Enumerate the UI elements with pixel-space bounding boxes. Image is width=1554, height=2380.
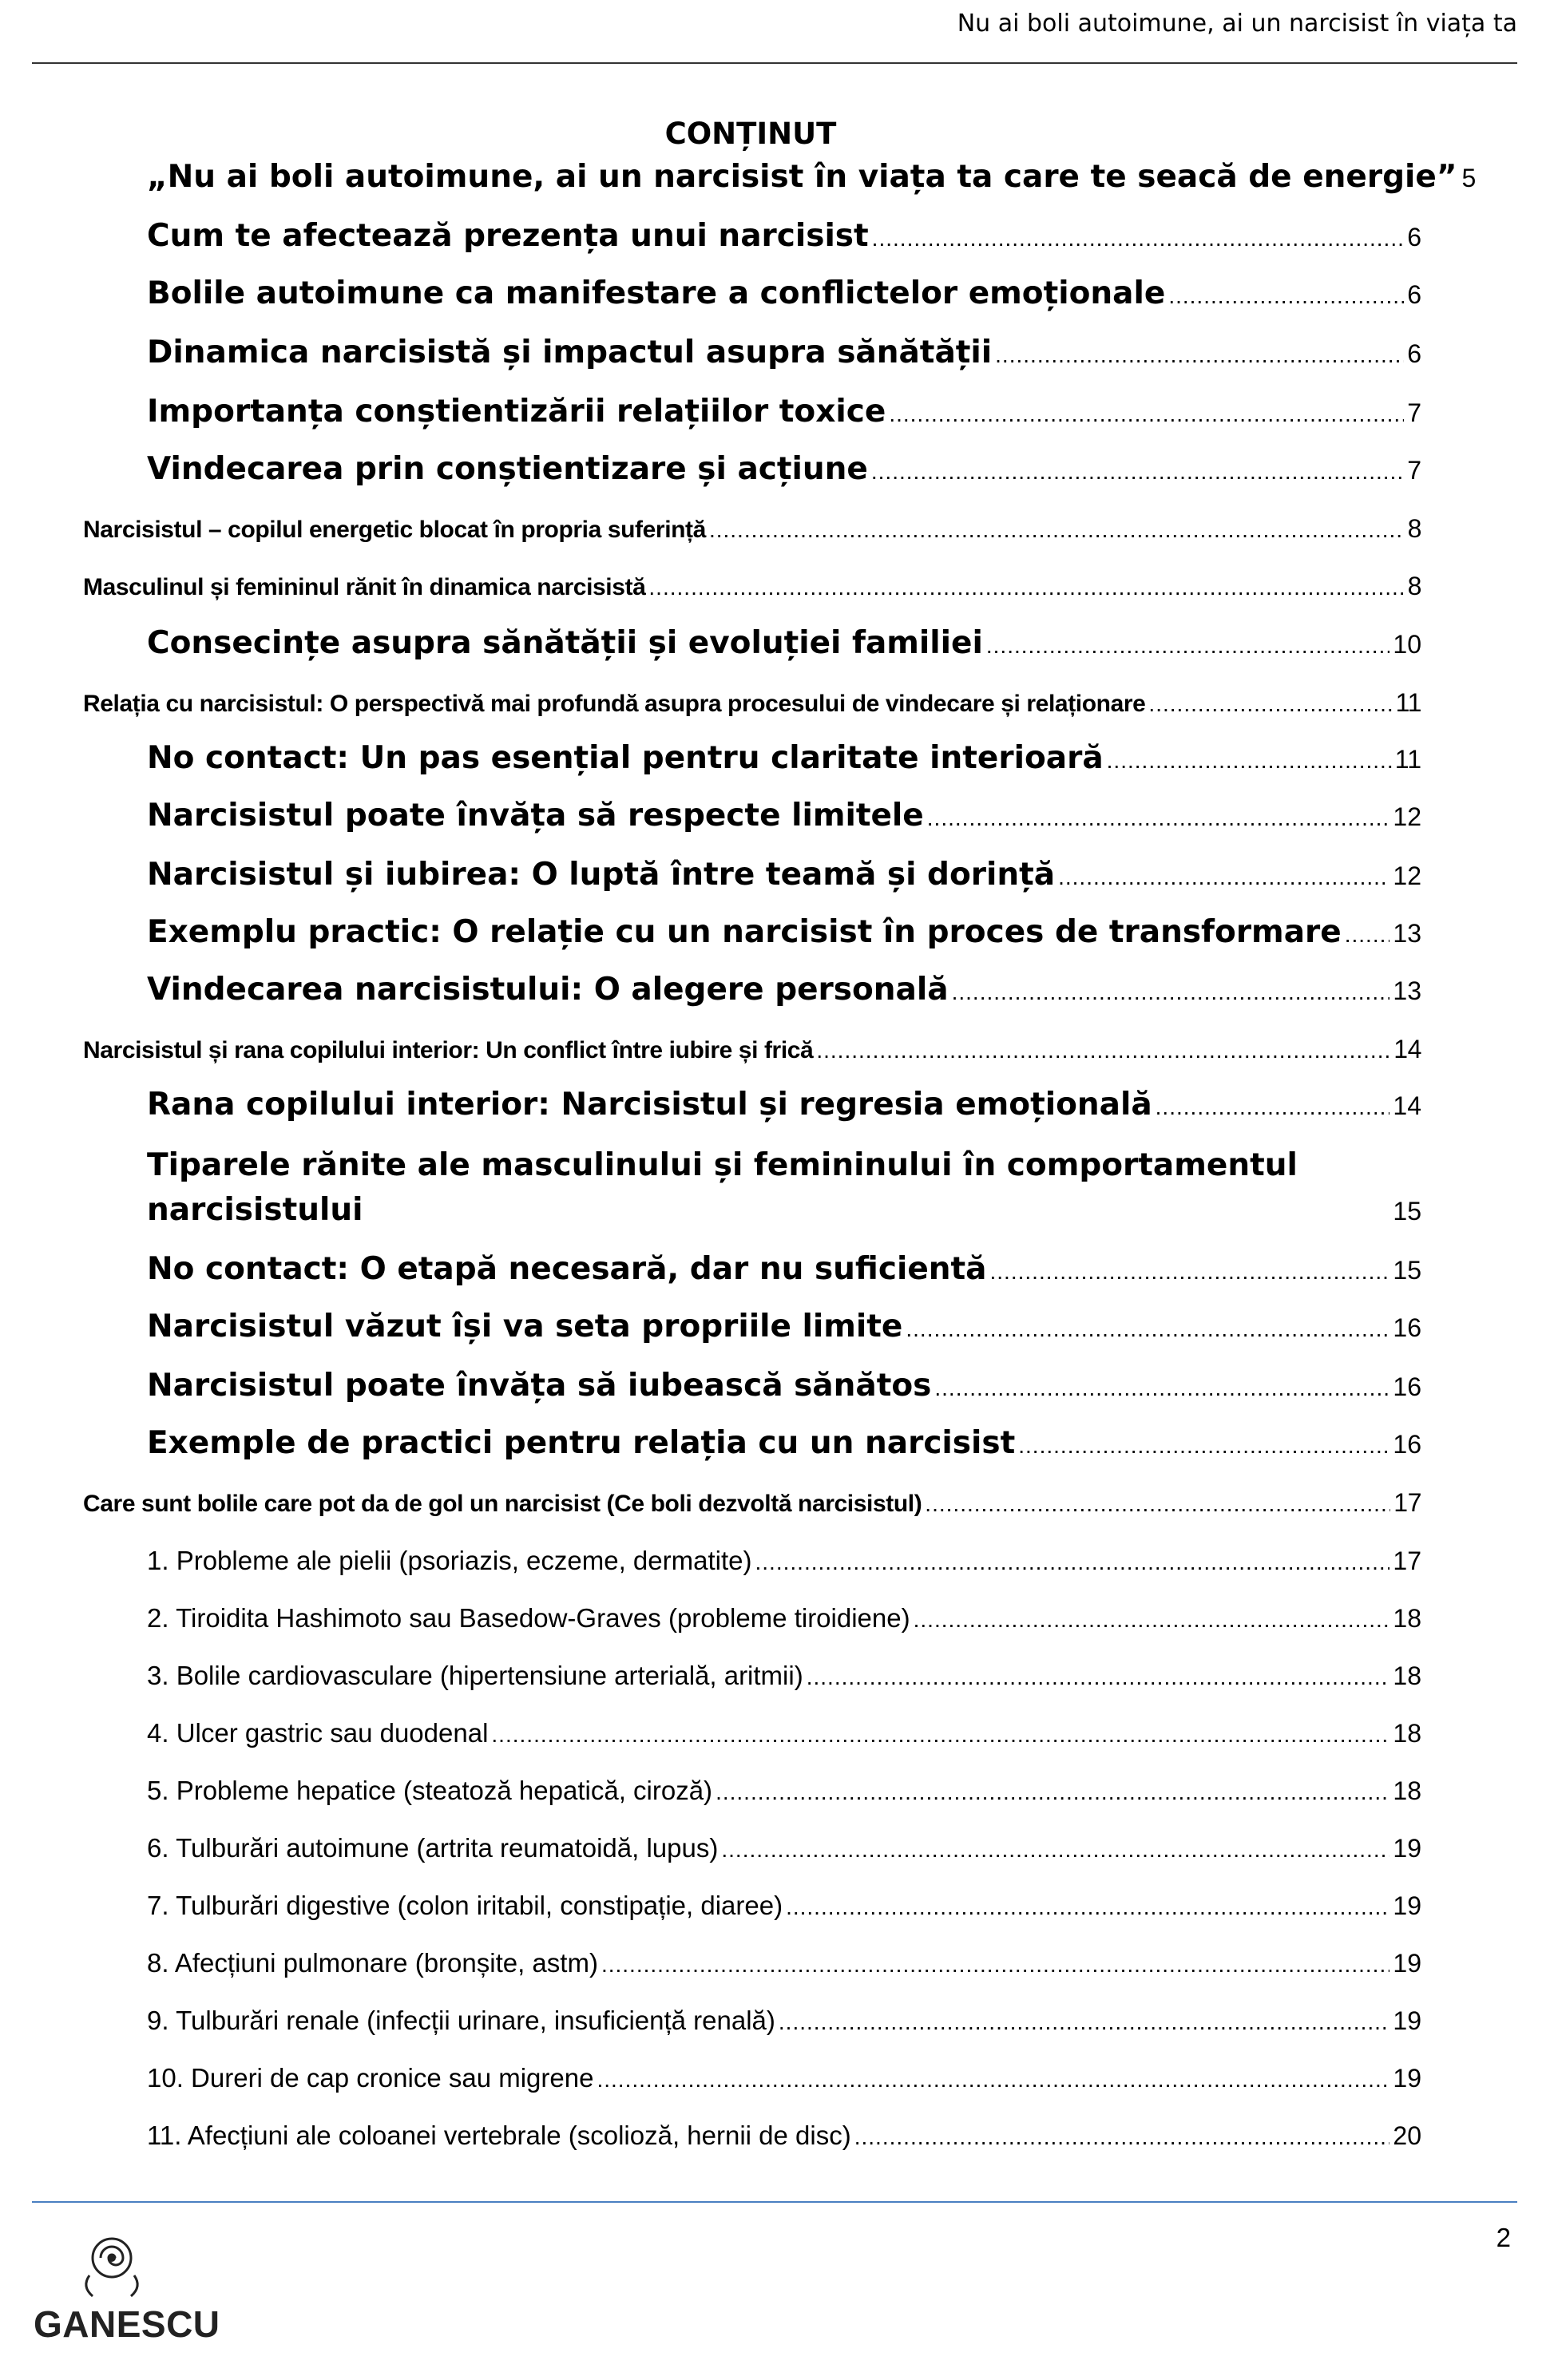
dot-leader bbox=[491, 1717, 1389, 1752]
dot-leader bbox=[1168, 275, 1404, 315]
toc-entry[interactable] bbox=[147, 797, 1421, 838]
toc-entry[interactable] bbox=[147, 1424, 1421, 1465]
toc-entry[interactable] bbox=[147, 1774, 1421, 1809]
toc-entry-title: Narcisistul și rana copilului interior: Un conflict între iubire și frică bbox=[83, 1037, 814, 1063]
running-header: Nu ai boli autoimune, ai un narcisist în viața ta bbox=[957, 10, 1517, 38]
toc-entry-page: 19 bbox=[1393, 1891, 1421, 1920]
toc-entry-title: 1. Probleme ale pielii (psoriazis, eczeme, dermatite) bbox=[147, 1546, 752, 1575]
toc-entry-title: 6. Tulburări autoimune (artrita reumatoidă, lupus) bbox=[147, 1833, 719, 1863]
toc-entry-title: Relația cu narcisistul: O perspectivă mai profundă asupra procesului de vindecare și relaționare bbox=[83, 691, 1146, 717]
toc-entry[interactable] bbox=[83, 570, 1421, 604]
toc-entry-title: 2. Tiroidita Hashimoto sau Basedow-Graves (probleme tiroidiene) bbox=[147, 1603, 910, 1633]
toc-entry-page: 19 bbox=[1393, 1834, 1421, 1863]
toc-entry-page: 13 bbox=[1393, 976, 1421, 1005]
toc-entry-page: 18 bbox=[1393, 1661, 1421, 1690]
toc-entry-title: „Nu ai boli autoimune, ai un narcisist în viața ta care te seacă de energie” bbox=[147, 159, 1457, 195]
toc-entry-title: 11. Afecțiuni ale coloanei vertebrale (scolioză, hernii de disc) bbox=[147, 2121, 851, 2150]
toc-entry[interactable] bbox=[147, 624, 1421, 665]
toc-entry[interactable] bbox=[147, 1832, 1421, 1867]
toc-entry[interactable] bbox=[147, 1367, 1421, 1408]
toc-entry[interactable] bbox=[147, 856, 1421, 897]
toc-entry-page: 11 bbox=[1395, 688, 1421, 717]
toc-entry-title: Narcisistul poate învăța să iubească sănătos bbox=[147, 1368, 932, 1404]
toc-entry[interactable] bbox=[83, 1033, 1421, 1067]
toc-entry-title: Tiparele rănite ale masculinului și femininului în comportamentul bbox=[147, 1147, 1298, 1183]
toc-entry-page: 14 bbox=[1393, 1035, 1421, 1063]
toc-entry-page: 12 bbox=[1393, 861, 1421, 890]
toc-entry-page: 5 bbox=[1461, 164, 1477, 192]
toc-entry[interactable] bbox=[147, 1250, 1421, 1291]
toc-entry-title: No contact: Un pas esențial pentru claritate interioară bbox=[147, 740, 1104, 776]
toc-entry-page: 16 bbox=[1393, 1313, 1421, 1342]
toc-entry[interactable] bbox=[147, 1544, 1421, 1579]
toc-entry-title: Vindecarea narcisistului: O alegere personală bbox=[147, 972, 949, 1008]
dot-leader bbox=[952, 971, 1390, 1012]
toc-entry-page: 6 bbox=[1407, 339, 1421, 368]
dot-leader bbox=[872, 217, 1405, 258]
dot-leader bbox=[816, 1035, 1390, 1067]
toc-entry-title: Exemplu practic: O relație cu un narcisist în proces de transformare bbox=[147, 914, 1342, 950]
dot-leader bbox=[1345, 913, 1390, 954]
toc-entry[interactable] bbox=[147, 1143, 1421, 1234]
toc-entry-page: 7 bbox=[1407, 398, 1421, 427]
dot-leader bbox=[716, 1774, 1389, 1809]
dot-leader bbox=[889, 393, 1404, 434]
toc-entry-title: 4. Ulcer gastric sau duodenal bbox=[147, 1718, 489, 1748]
toc-entry-title: 9. Tulburări renale (infecții urinare, insuficiență renală) bbox=[147, 2006, 775, 2035]
toc-entry-page: 18 bbox=[1393, 1719, 1421, 1748]
toc-entry-title: Rana copilului interior: Narcisistul și regresia emoțională bbox=[147, 1087, 1152, 1123]
toc-entry-page: 13 bbox=[1393, 919, 1421, 948]
toc-entry[interactable] bbox=[147, 971, 1421, 1012]
toc-entry-page: 14 bbox=[1393, 1091, 1421, 1120]
toc-entry-page: 17 bbox=[1393, 1488, 1421, 1517]
toc-entry[interactable] bbox=[147, 1602, 1421, 1637]
dot-leader bbox=[995, 334, 1404, 374]
dot-leader bbox=[871, 450, 1404, 491]
toc-entry-title: Care sunt bolile care pot da de gol un narcisist (Ce boli dezvoltă narcisistul) bbox=[83, 1491, 922, 1517]
toc-entry-title: Narcisistul – copilul energetic blocat în propria suferință bbox=[83, 517, 706, 543]
toc-entry-title: narcisistului bbox=[147, 1192, 363, 1228]
dot-leader bbox=[1018, 1424, 1389, 1465]
dot-leader bbox=[721, 1832, 1389, 1867]
dot-leader bbox=[986, 624, 1390, 665]
dot-leader bbox=[601, 1946, 1389, 1982]
dot-leader bbox=[990, 1250, 1390, 1291]
toc-entry-page: 11 bbox=[1394, 745, 1421, 774]
toc-entry-title: Narcisistul poate învăța să respecte limitele bbox=[147, 798, 924, 834]
toc-entry[interactable] bbox=[147, 1889, 1421, 1924]
toc-entry-title: Consecințe asupra sănătății și evoluției familiei bbox=[147, 625, 983, 661]
dot-leader bbox=[1058, 856, 1389, 897]
toc-entry[interactable] bbox=[147, 450, 1421, 491]
dot-leader bbox=[927, 797, 1390, 838]
dot-leader bbox=[755, 1544, 1389, 1579]
toc-entry-page: 12 bbox=[1393, 802, 1421, 831]
toc-entry[interactable] bbox=[147, 2061, 1421, 2097]
toc-entry-page: 8 bbox=[1407, 572, 1421, 600]
toc-entry-title: Bolile autoimune ca manifestare a conflictelor emoționale bbox=[147, 275, 1166, 311]
toc-entry-title: 3. Bolile cardiovasculare (hipertensiune arterială, aritmii) bbox=[147, 1661, 803, 1690]
toc-entry-title: Narcisistul și iubirea: O luptă între teamă și dorință bbox=[147, 857, 1056, 893]
footer-divider bbox=[32, 2201, 1517, 2203]
toc-entry-page: 10 bbox=[1393, 630, 1421, 659]
toc-entry[interactable] bbox=[147, 334, 1421, 374]
header-divider bbox=[32, 62, 1517, 64]
toc-entry-page: 18 bbox=[1393, 1776, 1421, 1805]
logo-wordmark: GANESCU bbox=[34, 2303, 220, 2345]
toc-entry-title: 10. Dureri de cap cronice sau migrene bbox=[147, 2063, 594, 2093]
toc-entry[interactable] bbox=[147, 1086, 1421, 1127]
toc-entry-title: 8. Afecțiuni pulmonare (bronșite, astm) bbox=[147, 1948, 598, 1978]
dot-leader bbox=[709, 514, 1405, 546]
dot-leader bbox=[597, 2061, 1389, 2097]
toc-entry-page: 15 bbox=[1393, 1197, 1421, 1226]
dot-leader bbox=[1107, 739, 1392, 780]
dot-leader bbox=[925, 1488, 1390, 1520]
dot-leader bbox=[1148, 688, 1392, 720]
toc-entry[interactable] bbox=[83, 1487, 1421, 1520]
toc-entry-page: 19 bbox=[1393, 1949, 1421, 1978]
toc-entry-page: 8 bbox=[1407, 514, 1421, 543]
dot-leader bbox=[906, 1308, 1389, 1348]
dot-leader bbox=[648, 572, 1404, 604]
toc-entry-title: 5. Probleme hepatice (steatoză hepatică, ciroză) bbox=[147, 1776, 713, 1805]
toc-entry-title: Exemple de practici pentru relația cu un narcisist bbox=[147, 1425, 1016, 1461]
toc-entry[interactable] bbox=[83, 687, 1421, 720]
toc-entry[interactable] bbox=[147, 2004, 1421, 2039]
toc-entry-title: Importanța conștientizării relațiilor toxice bbox=[147, 394, 886, 430]
toc-heading: CONȚINUT bbox=[664, 117, 837, 151]
toc-entry-page: 18 bbox=[1393, 1604, 1421, 1633]
toc-entry-title: No contact: O etapă necesară, dar nu suficientă bbox=[147, 1251, 987, 1287]
toc-entry-title: Masculinul și femininul rănit în dinamica narcisistă bbox=[83, 574, 646, 600]
toc-entry[interactable] bbox=[147, 275, 1421, 315]
toc-entry-page: 19 bbox=[1393, 2064, 1421, 2093]
toc-entry[interactable] bbox=[147, 2119, 1421, 2154]
toc-entry[interactable] bbox=[83, 513, 1421, 546]
dot-leader bbox=[914, 1602, 1390, 1637]
toc-entry[interactable] bbox=[147, 739, 1421, 780]
toc-entry-page: 6 bbox=[1407, 223, 1421, 251]
toc-entry-title: Narcisistul văzut își va seta propriile limite bbox=[147, 1309, 903, 1344]
toc-entry-page: 6 bbox=[1407, 280, 1421, 309]
dot-leader bbox=[1156, 1086, 1390, 1127]
toc-entry[interactable] bbox=[147, 913, 1421, 954]
dot-leader bbox=[786, 1889, 1389, 1924]
toc-entry-page: 16 bbox=[1393, 1372, 1421, 1401]
toc-entry[interactable] bbox=[147, 1659, 1421, 1694]
toc-entry[interactable] bbox=[147, 1308, 1421, 1348]
toc-entry-page: 7 bbox=[1407, 456, 1421, 485]
toc-entry-page: 17 bbox=[1393, 1546, 1421, 1575]
toc-entry-title: Cum te afectează prezența unui narcisist bbox=[147, 218, 869, 254]
toc-entry[interactable] bbox=[147, 1946, 1421, 1982]
toc-entry-page: 19 bbox=[1393, 2006, 1421, 2035]
page-number: 2 bbox=[1496, 2223, 1511, 2252]
toc-entry[interactable] bbox=[147, 393, 1421, 434]
dot-leader bbox=[934, 1367, 1389, 1408]
dot-leader bbox=[779, 2004, 1390, 2039]
toc-entry[interactable] bbox=[147, 158, 1477, 197]
toc-entry-page: 15 bbox=[1393, 1256, 1421, 1285]
toc-entry-page: 20 bbox=[1393, 2121, 1421, 2150]
toc-entry-title: 7. Tulburări digestive (colon iritabil, constipație, diaree) bbox=[147, 1891, 783, 1920]
dot-leader bbox=[854, 2119, 1390, 2154]
toc-entry-page: 16 bbox=[1393, 1430, 1421, 1459]
dot-leader bbox=[807, 1659, 1390, 1694]
toc-entry-title: Dinamica narcisistă și impactul asupra sănătății bbox=[147, 335, 993, 370]
toc-entry-title: Vindecarea prin conștientizare și acțiune bbox=[147, 451, 868, 487]
toc-entry[interactable] bbox=[147, 217, 1421, 258]
toc-entry[interactable] bbox=[147, 1717, 1421, 1752]
